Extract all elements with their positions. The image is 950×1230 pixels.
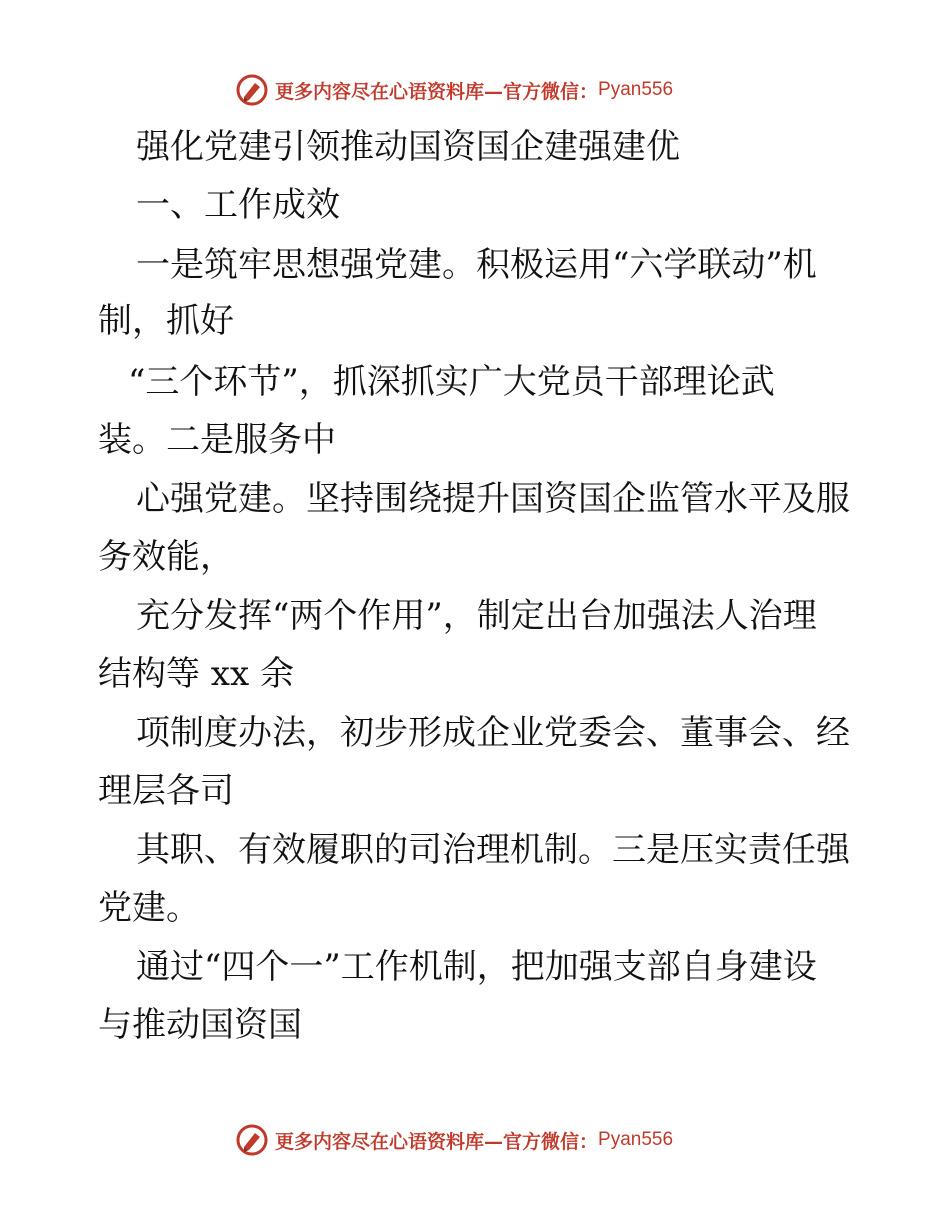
document-title: 强化党建引领推动国资国企建强建优 [136, 127, 680, 167]
pen-logo-icon [235, 1123, 269, 1157]
header-watermark [235, 72, 673, 108]
body-line: 与推动国资国 [98, 1005, 302, 1045]
body-line: 制，抓好 [98, 301, 234, 341]
body-line: “三个环节”，抓深抓实广大党员干部理论武 [128, 362, 775, 402]
footer-watermark [235, 1122, 673, 1158]
body-line: 理层各司 [98, 771, 234, 811]
body-line: 一是筑牢思想强党建。积极运用“六学联动”机 [136, 245, 817, 285]
watermark-handle: Pyan556 [598, 1129, 674, 1150]
body-line: 结构等 xx 余 [98, 654, 294, 694]
pen-logo-icon [235, 73, 269, 107]
watermark-text: 更多内容尽在心语资料库—官方微信： [275, 1130, 599, 1153]
watermark-text: 更多内容尽在心语资料库—官方微信： [275, 80, 599, 103]
body-line: 其职、有效履职的司治理机制。三是压实责任强 [136, 830, 850, 870]
body-line: 装。二是服务中 [98, 420, 336, 460]
body-line: 党建。 [98, 888, 200, 928]
body-line: 务效能， [98, 537, 234, 577]
section-heading: 一、工作成效 [136, 185, 340, 225]
body-line: 充分发挥“两个作用”，制定出台加强法人治理 [136, 596, 817, 636]
body-line: 项制度办法，初步形成企业党委会、董事会、经 [136, 713, 850, 753]
body-line: 心强党建。坚持围绕提升国资国企监管水平及服 [136, 479, 850, 519]
watermark-handle: Pyan556 [598, 79, 674, 100]
body-line: 通过“四个一”工作机制，把加强支部自身建设 [136, 947, 817, 987]
